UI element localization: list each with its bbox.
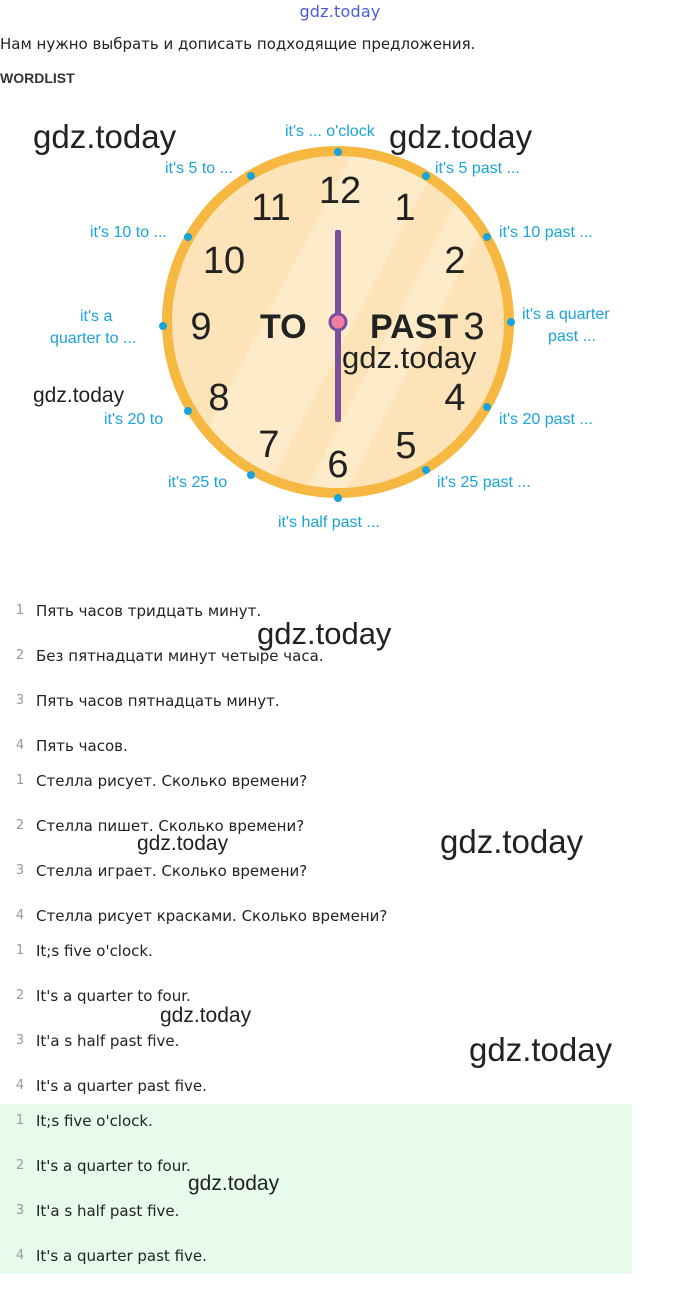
clock-number-7: 7: [258, 424, 280, 466]
clock-number-9: 9: [190, 306, 212, 348]
item-number: 3: [15, 693, 25, 708]
list-item: [0, 1155, 632, 1200]
clock-number-1: 1: [394, 187, 416, 229]
list-item: [0, 1245, 632, 1290]
clock-to-label: TO: [260, 308, 307, 346]
clock-number-10: 10: [202, 240, 246, 282]
watermark: gdz.today: [33, 384, 125, 407]
watermark: gdz.today: [137, 832, 229, 855]
watermark: gdz.today: [342, 340, 477, 375]
item-text: Пять часов тридцать минут.: [36, 602, 262, 620]
item-number: 2: [15, 988, 25, 1003]
watermark: gdz.today: [469, 1031, 613, 1068]
list-item: [0, 690, 632, 735]
list-item: [0, 1110, 632, 1155]
clock-illustration: [0, 100, 680, 540]
item-number: 4: [15, 1248, 25, 1263]
clock-number-6: 6: [327, 444, 349, 486]
site-logo[interactable]: gdz.today: [299, 2, 381, 21]
phrase-twentyfive-past: it's 25 past ...: [437, 474, 531, 491]
item-number: 4: [15, 1078, 25, 1093]
item-number: 2: [15, 1158, 25, 1173]
list-item: [0, 770, 632, 815]
clock-pivot: [330, 314, 346, 330]
phrase-five-to: it's 5 to ...: [165, 160, 233, 177]
item-number: 3: [15, 1033, 25, 1048]
item-text: It'a s half past five.: [36, 1202, 180, 1220]
phrase-quarter-past-line2: past ...: [548, 328, 597, 345]
watermark: gdz.today: [389, 118, 533, 155]
item-text: It;s five o'clock.: [36, 942, 153, 960]
item-text: Стелла играет. Сколько времени?: [36, 862, 308, 880]
phrase-ten-to: it's 10 to ...: [90, 224, 167, 241]
task-intro: Нам нужно выбрать и дописать подходящие предложения.: [0, 35, 476, 53]
phrase-oclock: it's ... o'clock: [285, 123, 375, 140]
item-text: Пять часов пятнадцать минут.: [36, 692, 280, 710]
clock-number-5: 5: [395, 425, 417, 467]
watermark: gdz.today: [440, 823, 584, 860]
phrase-twentyfive-to: it's 25 to: [168, 474, 228, 491]
list-item: [0, 985, 632, 1030]
item-number: 1: [15, 603, 25, 618]
phrase-quarter-past-line1: it's a quarter: [522, 306, 610, 323]
phrase-twenty-past: it's 20 past ...: [499, 411, 593, 428]
phrase-five-past: it's 5 past ...: [435, 160, 520, 177]
item-text: It'a s half past five.: [36, 1032, 180, 1050]
phrase-half-past: it's half past ...: [278, 514, 380, 531]
phrase-twenty-to: it's 20 to: [104, 411, 164, 428]
item-text: It's a quarter to four.: [36, 1157, 191, 1175]
list-item: [0, 940, 632, 985]
watermark: gdz.today: [160, 1004, 252, 1027]
watermark: gdz.today: [188, 1172, 280, 1195]
item-text: Стелла пишет. Сколько времени?: [36, 817, 305, 835]
list-item: [0, 1200, 632, 1245]
watermark: gdz.today: [33, 118, 177, 155]
item-text: It's a quarter past five.: [36, 1077, 207, 1095]
item-text: It;s five o'clock.: [36, 1112, 153, 1130]
wordlist-heading: WORDLIST: [0, 70, 75, 86]
item-number: 3: [15, 863, 25, 878]
item-number: 2: [15, 648, 25, 663]
phrase-ten-past: it's 10 past ...: [499, 224, 593, 241]
item-number: 4: [15, 908, 25, 923]
item-text: Стелла рисует. Сколько времени?: [36, 772, 308, 790]
item-number: 1: [15, 773, 25, 788]
item-text: Стелла рисует красками. Сколько времени?: [36, 907, 388, 925]
watermark: gdz.today: [257, 616, 392, 651]
item-number: 2: [15, 818, 25, 833]
clock-past-label: PAST: [370, 308, 459, 346]
item-number: 3: [15, 1203, 25, 1218]
item-text: Пять часов.: [36, 737, 128, 755]
clock-number-11: 11: [251, 187, 291, 229]
item-number: 1: [15, 1113, 25, 1128]
item-number: 4: [15, 738, 25, 753]
clock-number-8: 8: [208, 377, 230, 419]
clock-number-12: 12: [318, 170, 362, 212]
item-text: It's a quarter to four.: [36, 987, 191, 1005]
item-text: It's a quarter past five.: [36, 1247, 207, 1265]
item-text: Без пятнадцати минут четыре часа.: [36, 647, 324, 665]
item-number: 1: [15, 943, 25, 958]
list-item: [0, 860, 632, 905]
clock-number-3: 3: [463, 306, 485, 348]
clock-number-2: 2: [444, 240, 466, 282]
clock-number-4: 4: [444, 377, 466, 419]
phrase-quarter-to-line1: it's a: [80, 308, 113, 325]
phrase-quarter-to-line2: quarter to ...: [50, 330, 137, 347]
